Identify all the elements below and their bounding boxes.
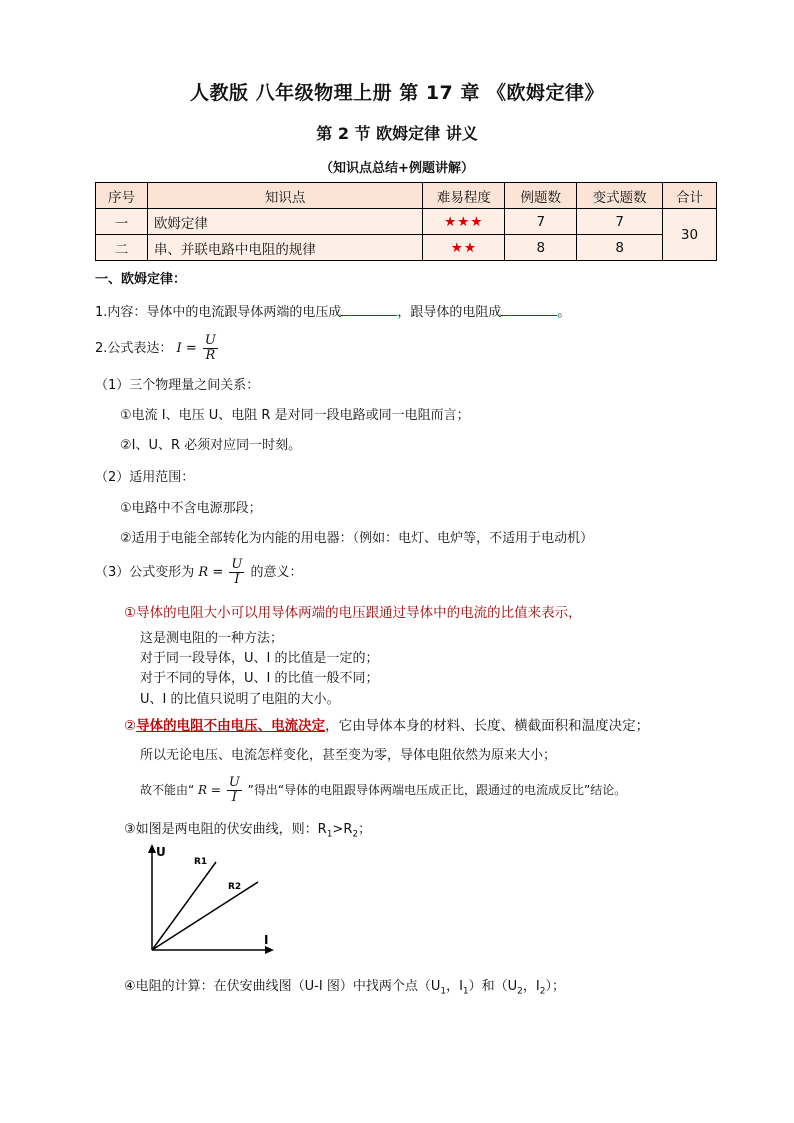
text-fragment: ③如图是两电阻的伏安曲线，则：R xyxy=(124,822,327,837)
table-header-row xyxy=(96,183,717,209)
x-axis-arrow-icon xyxy=(265,946,274,954)
meaning-1-highlight: ①导体的电阻大小可以用导体两端的电压跟通过导体中的电流的比值来表示， xyxy=(124,605,582,621)
meaning-2-line: 所以无论电压、电流怎样变化，甚至变为零，导体电阻依然为原来大小； xyxy=(140,748,557,763)
table-header-cell: 知识点 xyxy=(147,183,422,209)
paragraph-content-definition xyxy=(95,302,570,322)
subheading-formula-variant xyxy=(95,556,303,590)
fraction-denominator: I xyxy=(231,790,237,805)
text-fragment: 故不能由“ xyxy=(140,783,195,797)
row-index: 二 xyxy=(96,235,148,261)
fraction-numerator: U xyxy=(231,557,243,572)
section-heading-ohms-law: 一、欧姆定律： xyxy=(95,272,187,287)
fraction-numerator: U xyxy=(204,333,216,348)
formula-equals: = xyxy=(185,341,197,356)
formula-symbol-resistance: R xyxy=(198,783,208,797)
text-fragment: 的意义： xyxy=(250,565,303,580)
list-item: ②适用于电能全部转化为内能的用电器：（例如：电灯、电炉等，不适用于电动机） xyxy=(120,531,594,546)
list-item: ①电流 I、电压 U、电阻 R 是对同一段电路或同一电阻而言； xyxy=(120,408,470,423)
text-fragment: ② xyxy=(124,718,137,734)
row-examples: 7 xyxy=(505,209,577,235)
meaning-1-line: 这是测电阻的一种方法； xyxy=(140,631,284,646)
text-fragment: ）； xyxy=(545,979,565,994)
y-axis-label: U xyxy=(156,845,166,859)
volt-ampere-graph xyxy=(140,842,280,962)
table-header-cell: 变式题数 xyxy=(577,183,663,209)
row-topic: 串、并联电路中电阻的规律 xyxy=(147,235,422,261)
subscript: 2 xyxy=(352,829,359,840)
meaning-1-line: U、I 的比值只说明了电阻的大小。 xyxy=(140,692,340,707)
subscript: 2 xyxy=(517,986,523,997)
formula-fraction xyxy=(229,558,244,587)
fill-blank-2 xyxy=(501,302,557,316)
text-fragment: （3）公式变形为 xyxy=(95,565,195,580)
subheading-relationship: （1）三个物理量之间关系： xyxy=(95,378,260,393)
text-fragment: ④电阻的计算：在伏安曲线图（U-I 图）中找两个点（U xyxy=(124,979,441,994)
line-r2-label: R2 xyxy=(228,882,242,892)
x-axis-label: I xyxy=(264,933,269,947)
subscript: 1 xyxy=(440,986,447,997)
text-fragment: ”得出“导体的电阻跟导体两端电压成正比，跟通过的电流成反比”结论。 xyxy=(247,783,627,797)
document-subtitle: 第 2 节 欧姆定律 讲义 xyxy=(316,124,478,143)
row-difficulty-stars: ★★ xyxy=(423,235,505,261)
formula-fraction xyxy=(227,776,242,805)
row-variants: 8 xyxy=(577,235,663,261)
formula-fraction xyxy=(203,334,218,363)
text-fragment: ； xyxy=(358,822,372,837)
document-note: （知识点总结+例题讲解） xyxy=(320,161,474,176)
subscript: 1 xyxy=(462,986,469,997)
document-title: 人教版 八年级物理上册 第 17 章 《欧姆定律》 xyxy=(189,82,604,104)
formula-equals: = xyxy=(212,565,224,580)
knowledge-summary-table xyxy=(95,182,717,261)
fill-blank-1 xyxy=(341,302,397,316)
text-fragment: ，I xyxy=(522,979,540,994)
text-fragment: 。 xyxy=(557,305,571,320)
table-header-cell: 序号 xyxy=(96,183,148,209)
line-r2 xyxy=(152,882,258,950)
meaning-4 xyxy=(124,978,565,1001)
formula-label: 2.公式表达： xyxy=(95,341,173,356)
line-r1 xyxy=(152,862,216,950)
row-variants: 7 xyxy=(577,209,663,235)
table-header-cell: 例题数 xyxy=(505,183,577,209)
table-header-cell: 合计 xyxy=(663,183,717,209)
meaning-3 xyxy=(124,821,371,844)
subscript: 1 xyxy=(326,829,333,840)
meaning-2-conclusion xyxy=(140,773,626,807)
text-fragment: 1.内容：导体中的电流跟导体两端的电压成 xyxy=(95,305,342,320)
meaning-1-line: 对于不同的导体，U、I 的比值一般不同； xyxy=(140,671,379,686)
row-index: 一 xyxy=(96,209,148,235)
subheading-scope: （2）适用范围： xyxy=(95,470,195,485)
subscript: 2 xyxy=(539,986,546,997)
table-header-cell: 难易程度 xyxy=(423,183,505,209)
formula-symbol-resistance: R xyxy=(198,565,209,580)
text-fragment: ，跟导体的电阻成 xyxy=(397,305,502,320)
formula-symbol-current: I xyxy=(176,341,182,356)
y-axis-arrow-icon xyxy=(148,844,156,853)
meaning-2-highlight: 导体的电阻不由电压、电流决定 xyxy=(136,718,326,734)
meaning-1-line: 对于同一段导体，U、I 的比值是一定的； xyxy=(140,651,379,666)
table-row xyxy=(96,235,717,261)
table-row xyxy=(96,209,717,235)
list-item: ①电路中不含电源那段； xyxy=(120,501,262,516)
total-cell: 30 xyxy=(663,209,717,261)
meaning-2 xyxy=(124,717,649,735)
row-topic: 欧姆定律 xyxy=(147,209,422,235)
fraction-numerator: U xyxy=(228,775,240,790)
row-examples: 8 xyxy=(505,235,577,261)
paragraph-formula xyxy=(95,332,220,366)
fraction-denominator: R xyxy=(205,348,216,363)
formula-equals: = xyxy=(210,783,221,797)
fraction-denominator: I xyxy=(234,572,240,587)
list-item: ②I、U、R 必须对应同一时刻。 xyxy=(120,438,302,453)
text-fragment: ）和（U xyxy=(468,979,518,994)
text-fragment: ，它由导体本身的材料、长度、横截面积和温度决定； xyxy=(325,718,650,734)
text-fragment: >R xyxy=(332,822,353,837)
text-fragment: ，I xyxy=(446,979,463,994)
row-difficulty-stars: ★★★ xyxy=(423,209,505,235)
line-r1-label: R1 xyxy=(194,857,208,867)
